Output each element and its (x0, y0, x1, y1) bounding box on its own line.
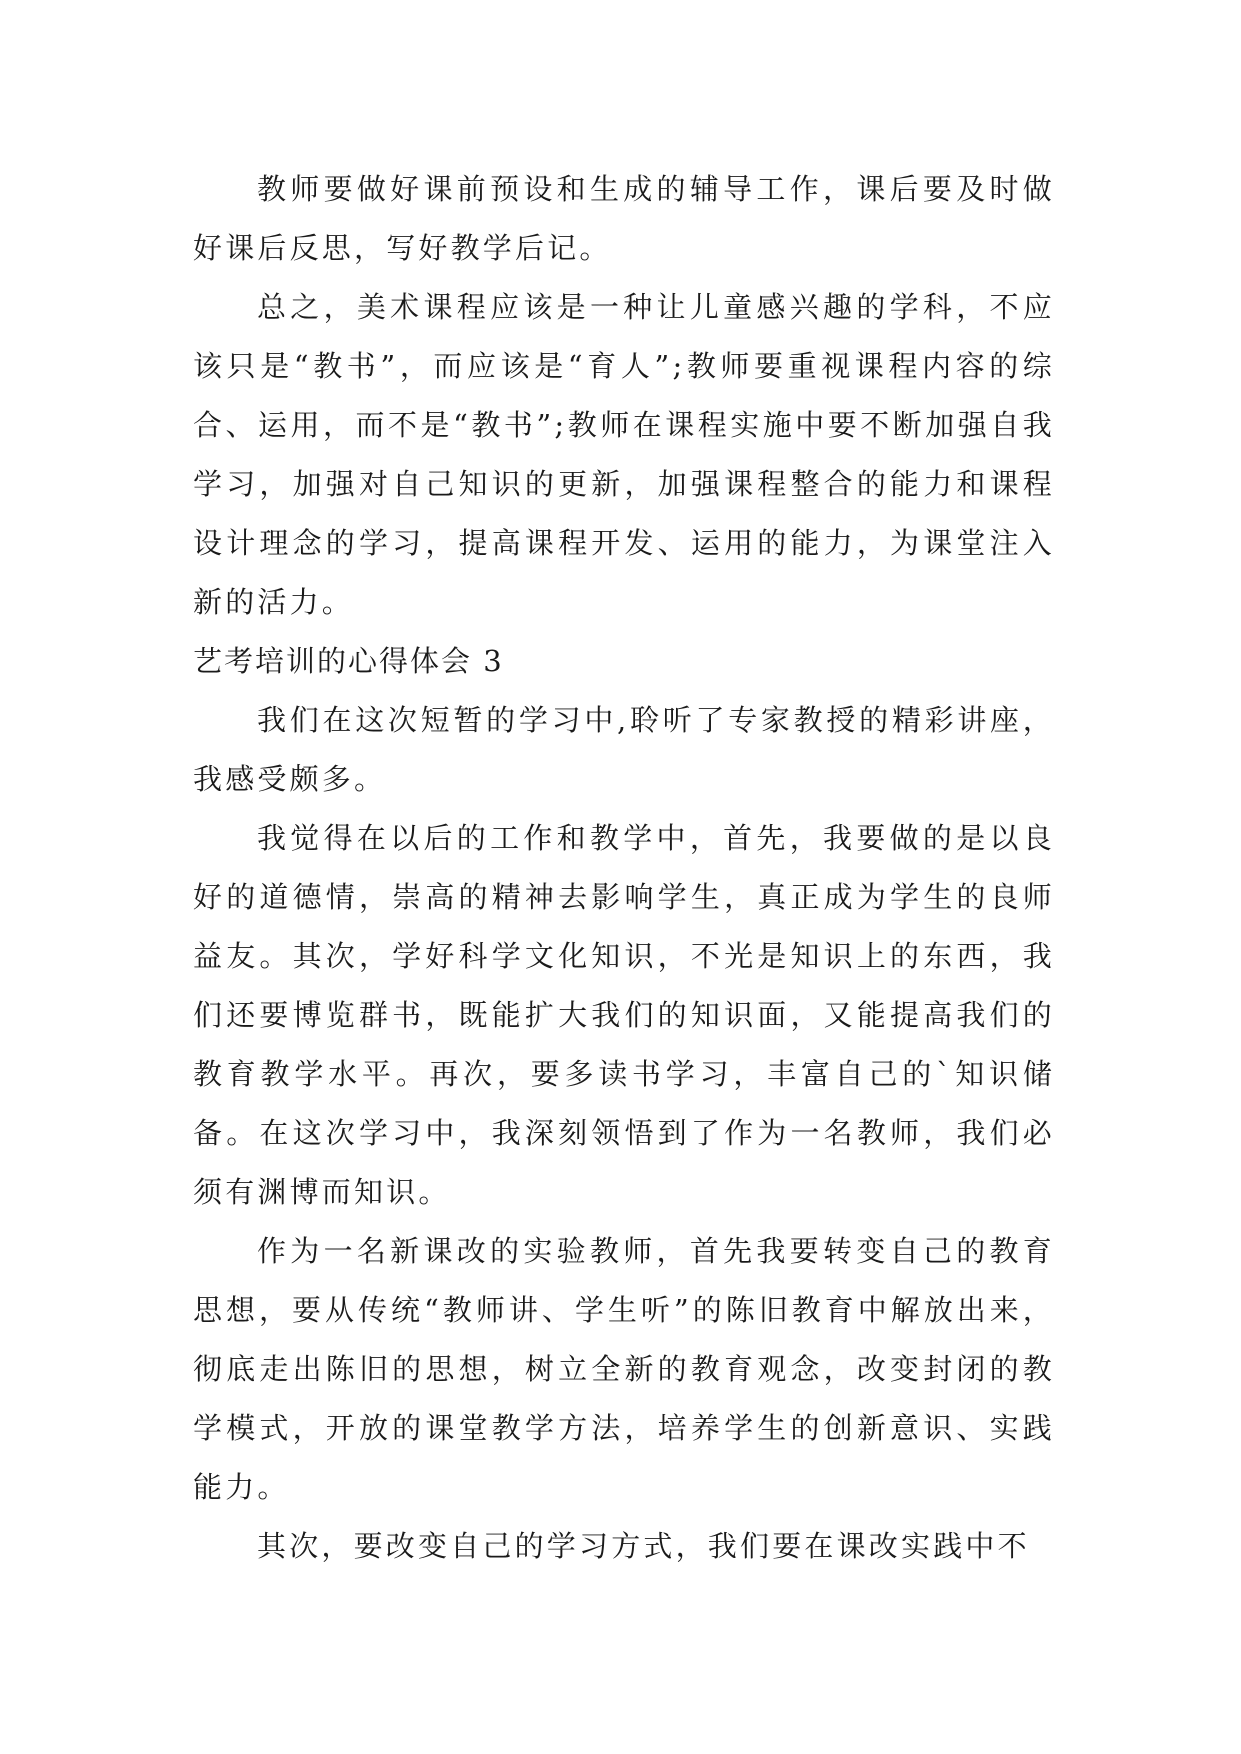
paragraph: 其次，要改变自己的学习方式，我们要在课改实践中不 (257, 1529, 1030, 1563)
section-title: 艺考培训的心得体会 3 (193, 644, 504, 678)
paragraph: 教师要做好课前预设和生成的辅导工作，课后要及时做好课后反思，写好教学后记。 (193, 172, 1055, 265)
document-page (193, 160, 1055, 1576)
paragraph: 总之，美术课程应该是一种让儿童感兴趣的学科，不应该只是“教书”，而应该是“育人”;教师要重视课程内容的综合、运用，而不是“教书”;教师在课程实施中要不断加强自我学习，加强对自己知识的更新，加强课程整合的能力和课程设计理念的学习，提高课程开发、运用的能力，为课堂注入新的活力。 (193, 290, 1055, 619)
paragraph: 我觉得在以后的工作和教学中，首先，我要做的是以良好的道德情，崇高的精神去影响学生，真正成为学生的良师益友。其次，学好科学文化知识，不光是知识上的东西，我们还要博览群书，既能扩大我们的知识面，又能提高我们的教育教学水平。再次，要多读书学习，丰富自己的`知识储备。在这次学习中，我深刻领悟到了作为一名教师，我们必须有渊博而知识。 (193, 821, 1055, 1209)
paragraph: 我们在这次短暂的学习中,聆听了专家教授的精彩讲座，我感受颇多。 (193, 703, 1055, 796)
paragraph: 作为一名新课改的实验教师，首先我要转变自己的教育思想，要从传统“教师讲、学生听”的陈旧教育中解放出来，彻底走出陈旧的思想，树立全新的教育观念，改变封闭的教学模式，开放的课堂教学方法，培养学生的创新意识、实践能力。 (193, 1234, 1055, 1504)
